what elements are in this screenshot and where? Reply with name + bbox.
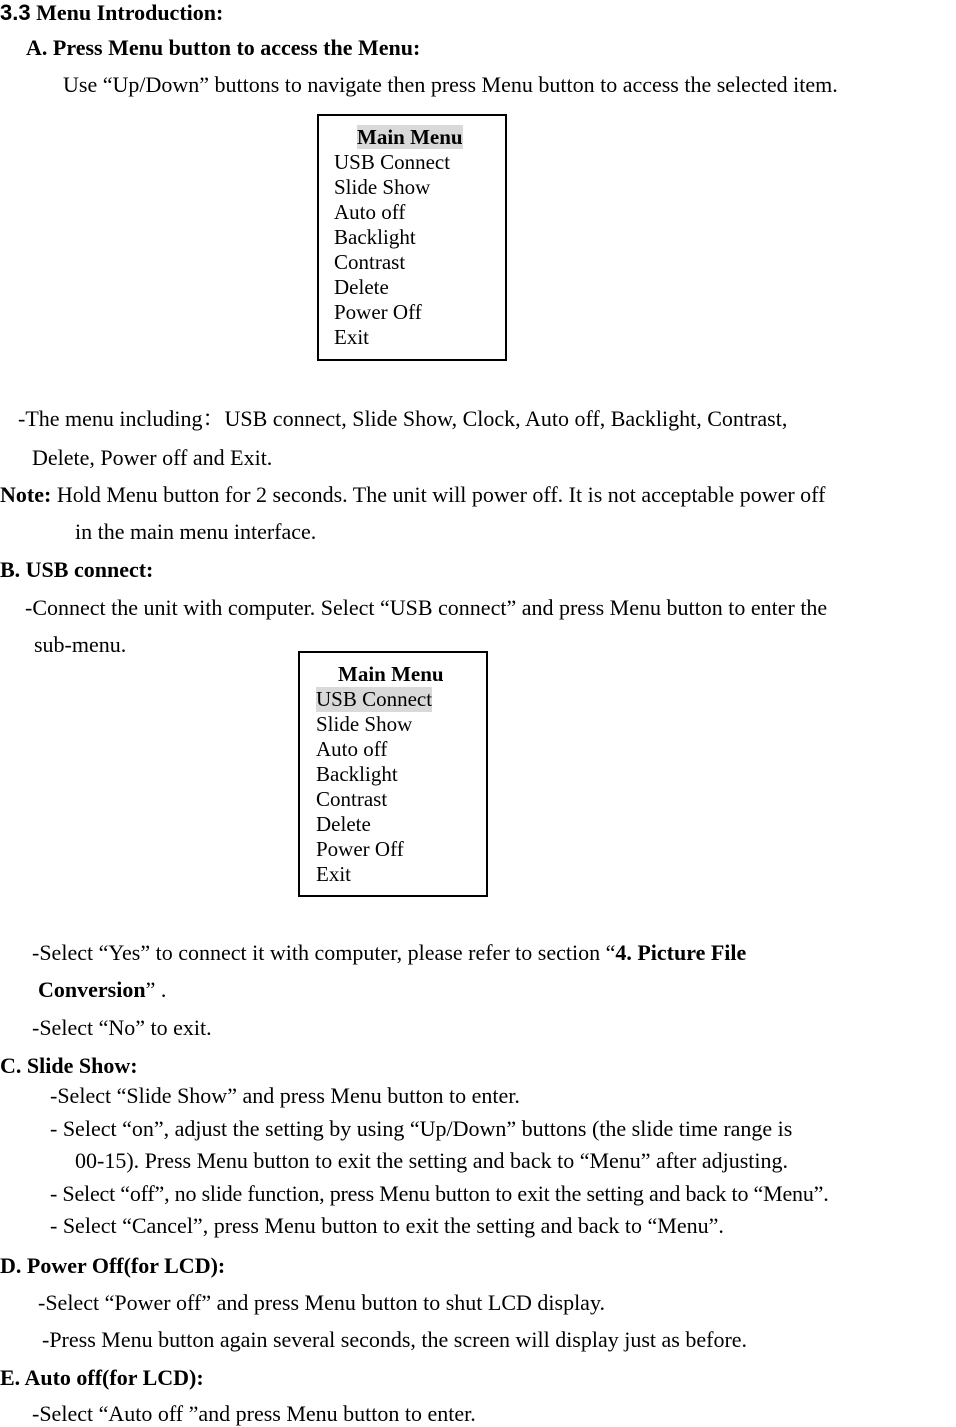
menu-item-usb-connect-selected: USB Connect [316, 687, 433, 711]
menu-item-power-off: Power Off [316, 837, 404, 861]
menu-item-slide-show: Slide Show [316, 712, 413, 736]
menu-item-contrast: Contrast [334, 250, 406, 274]
note-line2: in the main menu interface. [75, 519, 317, 544]
menu-item-contrast: Contrast [316, 787, 388, 811]
menu-description-line1: -The menu including：USB connect, Slide Show, Clock, Auto off, Backlight, Contrast, [18, 406, 788, 431]
section-heading [0, 0, 223, 26]
main-menu-diagram-1 [317, 114, 507, 361]
note-label: Note: [0, 482, 52, 507]
menu-item-exit: Exit [334, 325, 369, 349]
menu-item-power-off: Power Off [334, 300, 422, 324]
section-number: 3.3 [0, 0, 31, 25]
part-a-instruction: Use “Up/Down” buttons to navigate then press Menu button to access the selected item. [63, 72, 838, 97]
option-yes-text: -Select “Yes” to connect it with computer, please refer to section “ [32, 940, 616, 965]
part-d-line2: -Press Menu button again several seconds, the screen will display just as before. [42, 1327, 748, 1352]
main-menu-diagram-2 [298, 651, 488, 897]
note-line1 [0, 482, 825, 508]
part-b-line2: sub-menu. [34, 632, 127, 657]
part-c-heading: C. Slide Show: [0, 1053, 138, 1078]
part-d-heading: D. Power Off(for LCD): [0, 1253, 226, 1278]
menu-title: Main Menu [338, 662, 444, 686]
menu-item-delete: Delete [334, 275, 389, 299]
menu-item-exit: Exit [316, 862, 351, 886]
part-c-line1: -Select “Slide Show” and press Menu button to enter. [50, 1083, 520, 1108]
part-c-line2: - Select “on”, adjust the setting by using “Up/Down” buttons (the slide time range is [50, 1116, 793, 1141]
menu-item-delete: Delete [316, 812, 371, 836]
section-reference: 4. Picture File [615, 940, 747, 965]
section-reference-cont: Conversion [38, 977, 146, 1002]
menu-item-auto-off: Auto off [334, 200, 406, 224]
part-c-line3: 00-15). Press Menu button to exit the setting and back to “Menu” after adjusting. [75, 1148, 789, 1173]
section-title: Menu Introduction: [36, 0, 224, 25]
menu-description-line2: Delete, Power off and Exit. [32, 445, 273, 470]
menu-item-auto-off: Auto off [316, 737, 388, 761]
note-text: Hold Menu button for 2 seconds. The unit will power off. It is not acceptable power off [51, 482, 826, 507]
part-e-heading: E. Auto off(for LCD): [0, 1365, 204, 1390]
part-c-line4: - Select “off”, no slide function, press Menu button to exit the setting and back to “Menu”. [50, 1181, 829, 1206]
menu-item-slide-show: Slide Show [334, 175, 431, 199]
part-b-line1: -Connect the unit with computer. Select “USB connect” and press Menu button to enter the [25, 595, 828, 620]
part-b-heading: B. USB connect: [0, 557, 154, 582]
option-yes-line1 [32, 940, 746, 966]
part-c-line5: - Select “Cancel”, press Menu button to exit the setting and back to “Menu”. [50, 1213, 724, 1238]
part-a-heading: A. Press Menu button to access the Menu: [26, 35, 421, 60]
option-no: -Select “No” to exit. [32, 1015, 212, 1040]
menu-item-backlight: Backlight [316, 762, 398, 786]
part-e-line1: -Select “Auto off ”and press Menu button to enter. [32, 1401, 476, 1426]
menu-item-backlight: Backlight [334, 225, 416, 249]
part-d-line1: -Select “Power off” and press Menu button to shut LCD display. [38, 1290, 606, 1315]
menu-title: Main Menu [357, 125, 463, 149]
menu-item-usb-connect: USB Connect [334, 150, 451, 174]
option-yes-suffix: ” . [145, 977, 167, 1002]
option-yes-line2 [38, 977, 166, 1003]
